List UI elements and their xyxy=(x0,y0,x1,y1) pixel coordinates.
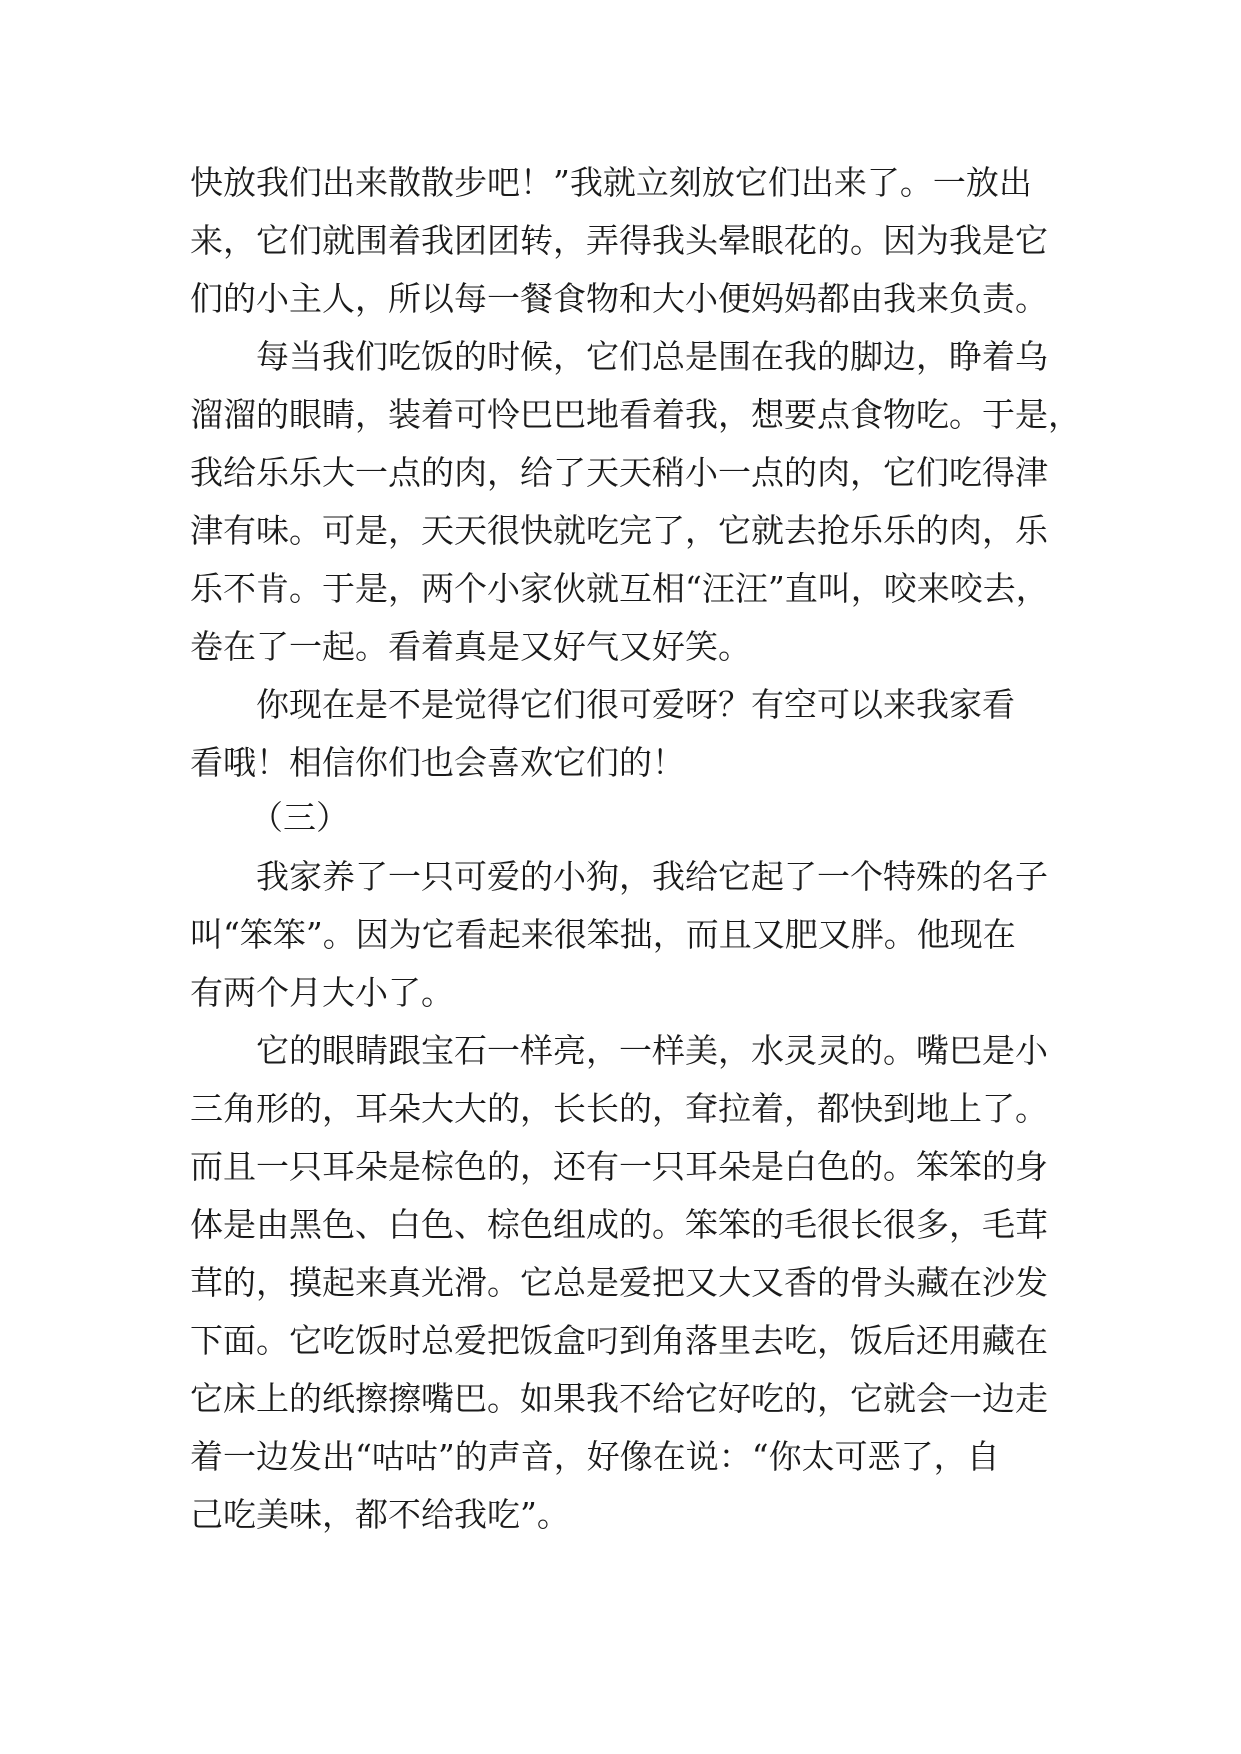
text-line: 而且一只耳朵是棕色的，还有一只耳朵是白色的。笨笨的身 xyxy=(190,1147,1048,1186)
text-line: 看哦！相信你们也会喜欢它们的！ xyxy=(190,743,685,782)
text-line: 来，它们就围着我团团转，弄得我头晕眼花的。因为我是它 xyxy=(190,221,1048,260)
text-line: 卷在了一起。看着真是又好气又好笑。 xyxy=(190,627,751,666)
text-line: 津有味。可是，天天很快就吃完了，它就去抢乐乐的肉，乐 xyxy=(190,511,1048,550)
text-line: 们的小主人，所以每一餐食物和大小便妈妈都由我来负责。 xyxy=(190,279,1048,318)
text-line: 体是由黑色、白色、棕色组成的。笨笨的毛很长很多，毛茸 xyxy=(190,1205,1048,1244)
text-line: 溜溜的眼睛，装着可怜巴巴地看着我，想要点食物吃。于是， xyxy=(190,395,1081,434)
text-line: 着一边发出“咕咕”的声音，好像在说：“你太可恶了，自 xyxy=(190,1437,1000,1476)
text-line: 我家养了一只可爱的小狗，我给它起了一个特殊的名子 xyxy=(190,857,1048,896)
text-line: 下面。它吃饭时总爱把饭盒叼到角落里去吃，饭后还用藏在 xyxy=(190,1321,1048,1360)
text-line: 有两个月大小了。 xyxy=(190,973,454,1012)
text-line: 茸的，摸起来真光滑。它总是爱把又大又香的骨头藏在沙发 xyxy=(190,1263,1048,1302)
section-heading: （三） xyxy=(250,798,349,837)
text-line: 叫“笨笨”。因为它看起来很笨拙，而且又肥又胖。他现在 xyxy=(190,915,1016,954)
text-line: 我给乐乐大一点的肉，给了天天稍小一点的肉，它们吃得津 xyxy=(190,453,1048,492)
text-line: 每当我们吃饭的时候，它们总是围在我的脚边，睁着乌 xyxy=(190,337,1048,376)
text-line: 它的眼睛跟宝石一样亮，一样美，水灵灵的。嘴巴是小 xyxy=(190,1031,1048,1070)
text-line: 你现在是不是觉得它们很可爱呀？有空可以来我家看 xyxy=(190,685,1015,724)
text-line: 己吃美味，都不给我吃”。 xyxy=(190,1495,570,1534)
text-line: 快放我们出来散散步吧！”我就立刻放它们出来了。一放出 xyxy=(190,163,1032,202)
text-line: 它床上的纸擦擦嘴巴。如果我不给它好吃的，它就会一边走 xyxy=(190,1379,1048,1418)
text-line: 三角形的，耳朵大大的，长长的，耷拉着，都快到地上了。 xyxy=(190,1089,1048,1128)
text-line: 乐不肯。于是，两个小家伙就互相“汪汪”直叫，咬来咬去， xyxy=(190,569,1049,608)
